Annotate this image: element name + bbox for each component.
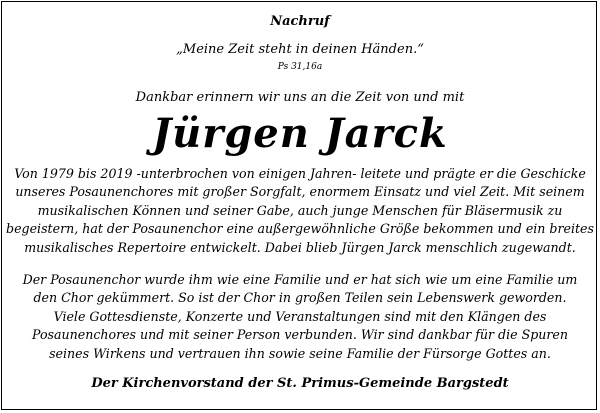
paragraph-line: Der Posaunenchor wurde ihm wie eine Familie und er hat sich wie um eine Familie um [22, 272, 578, 287]
tribute-paragraph-2 [0, 271, 600, 363]
paragraph-line: begeistern, hat der Posaunenchor eine außergewöhnliche Größe bekommen und ein breites [6, 221, 594, 237]
notice-heading: Nachruf [270, 14, 330, 29]
paragraph-line: musikalisches Repertoire entwickelt. Dabei blieb Jürgen Jarck menschlich zugewandt. [24, 239, 576, 255]
paragraph-line: den Chor gekümmert. So ist der Chor in großen Teilen sein Lebenswerk geworden. [33, 290, 567, 306]
paragraph-line: unseres Posaunenchores mit großer Sorgfalt, enormem Einsatz und viel Zeit. Mit seinem [15, 184, 585, 200]
paragraph-line: Posaunenchores und mit seiner Person verbunden. Wir sind dankbar für die Spuren [32, 327, 568, 343]
quote-source: Ps 31,16a [277, 62, 323, 72]
intro-line: Dankbar erinnern wir uns an die Zeit von und mit [135, 90, 465, 105]
paragraph-line: seines Wirkens und vertrauen ihn sowie seine Familie der Fürsorge Gottes an. [49, 345, 551, 361]
paragraph-line: Von 1979 bis 2019 -unterbrochen von einigen Jahren- leitete und prägte er die Geschicke [14, 166, 586, 181]
paragraph-line: Viele Gottesdienste, Konzerte und Veranstaltungen sind mit den Klängen des [53, 308, 547, 324]
tribute-paragraph-1 [0, 165, 600, 257]
deceased-name: Jürgen Jarck [152, 110, 448, 157]
signature-line: Der Kirchenvorstand der St. Primus-Gemeinde Bargstedt [91, 376, 509, 391]
paragraph-line: musikalischen Können und seiner Gabe, auch junge Menschen für Bläsermusik zu [37, 202, 563, 218]
bible-quote: „Meine Zeit steht in deinen Händen.“ [176, 42, 424, 57]
